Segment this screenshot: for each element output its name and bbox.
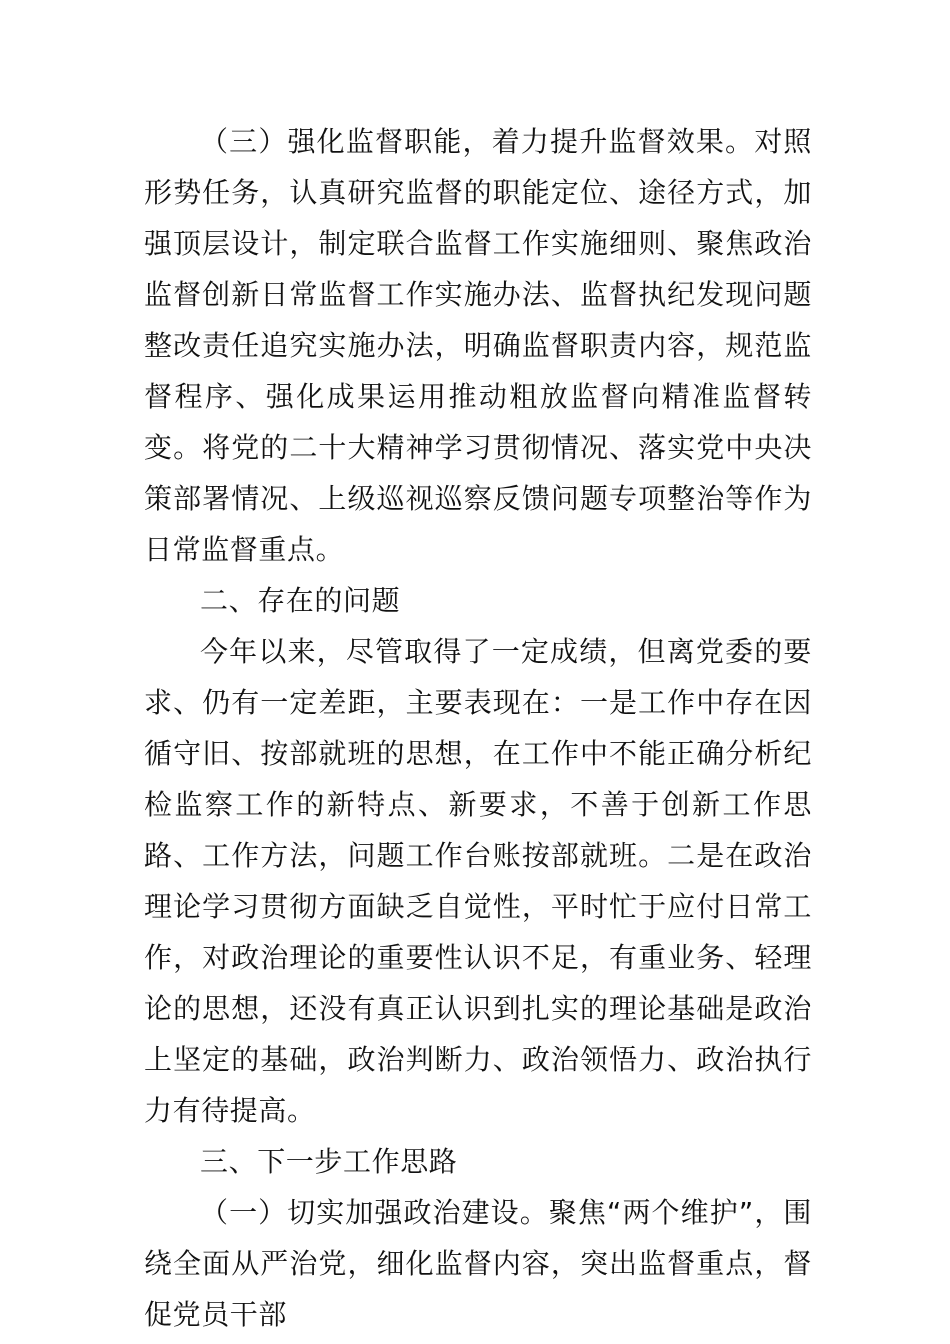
paragraph-supervision-function: （三）强化监督职能，着力提升监督效果。对照形势任务，认真研究监督的职能定位、途径方式，加强顶层设计，制定联合监督工作实施细则、聚焦政治监督创新日常监督工作实施办法、监督执纪发现问题整改责任追究实施办法，明确监督职责内容，规范监督程序、强化成果运用推动粗放监督向精准监督转变。将党的二十大精神学习贯彻情况、落实党中央决策部署情况、上级巡视巡察反馈问题专项整治等作为日常监督重点。: [144, 125, 812, 566]
paragraph-political-building: （一）切实加强政治建设。聚焦“两个维护”，围绕全面从严治党，细化监督内容，突出监督重点，督促党员干部: [144, 1196, 812, 1331]
document-body: [144, 116, 812, 1340]
paragraph-problems: 今年以来，尽管取得了一定成绩，但离党委的要求、仍有一定差距，主要表现在：一是工作中存在因循守旧、按部就班的思想，在工作中不能正确分析纪检监察工作的新特点、新要求，不善于创新工作思路、工作方法，问题工作台账按部就班。二是在政治理论学习贯彻方面缺乏自觉性，平时忙于应付日常工作，对政治理论的重要性认识不足，有重业务、轻理论的思想，还没有真正认识到扎实的理论基础是政治上坚定的基础，政治判断力、政治领悟力、政治执行力有待提高。: [144, 635, 812, 1127]
section-heading-next-steps: 三、下一步工作思路: [200, 1145, 458, 1178]
section-heading-problems: 二、存在的问题: [200, 584, 401, 617]
